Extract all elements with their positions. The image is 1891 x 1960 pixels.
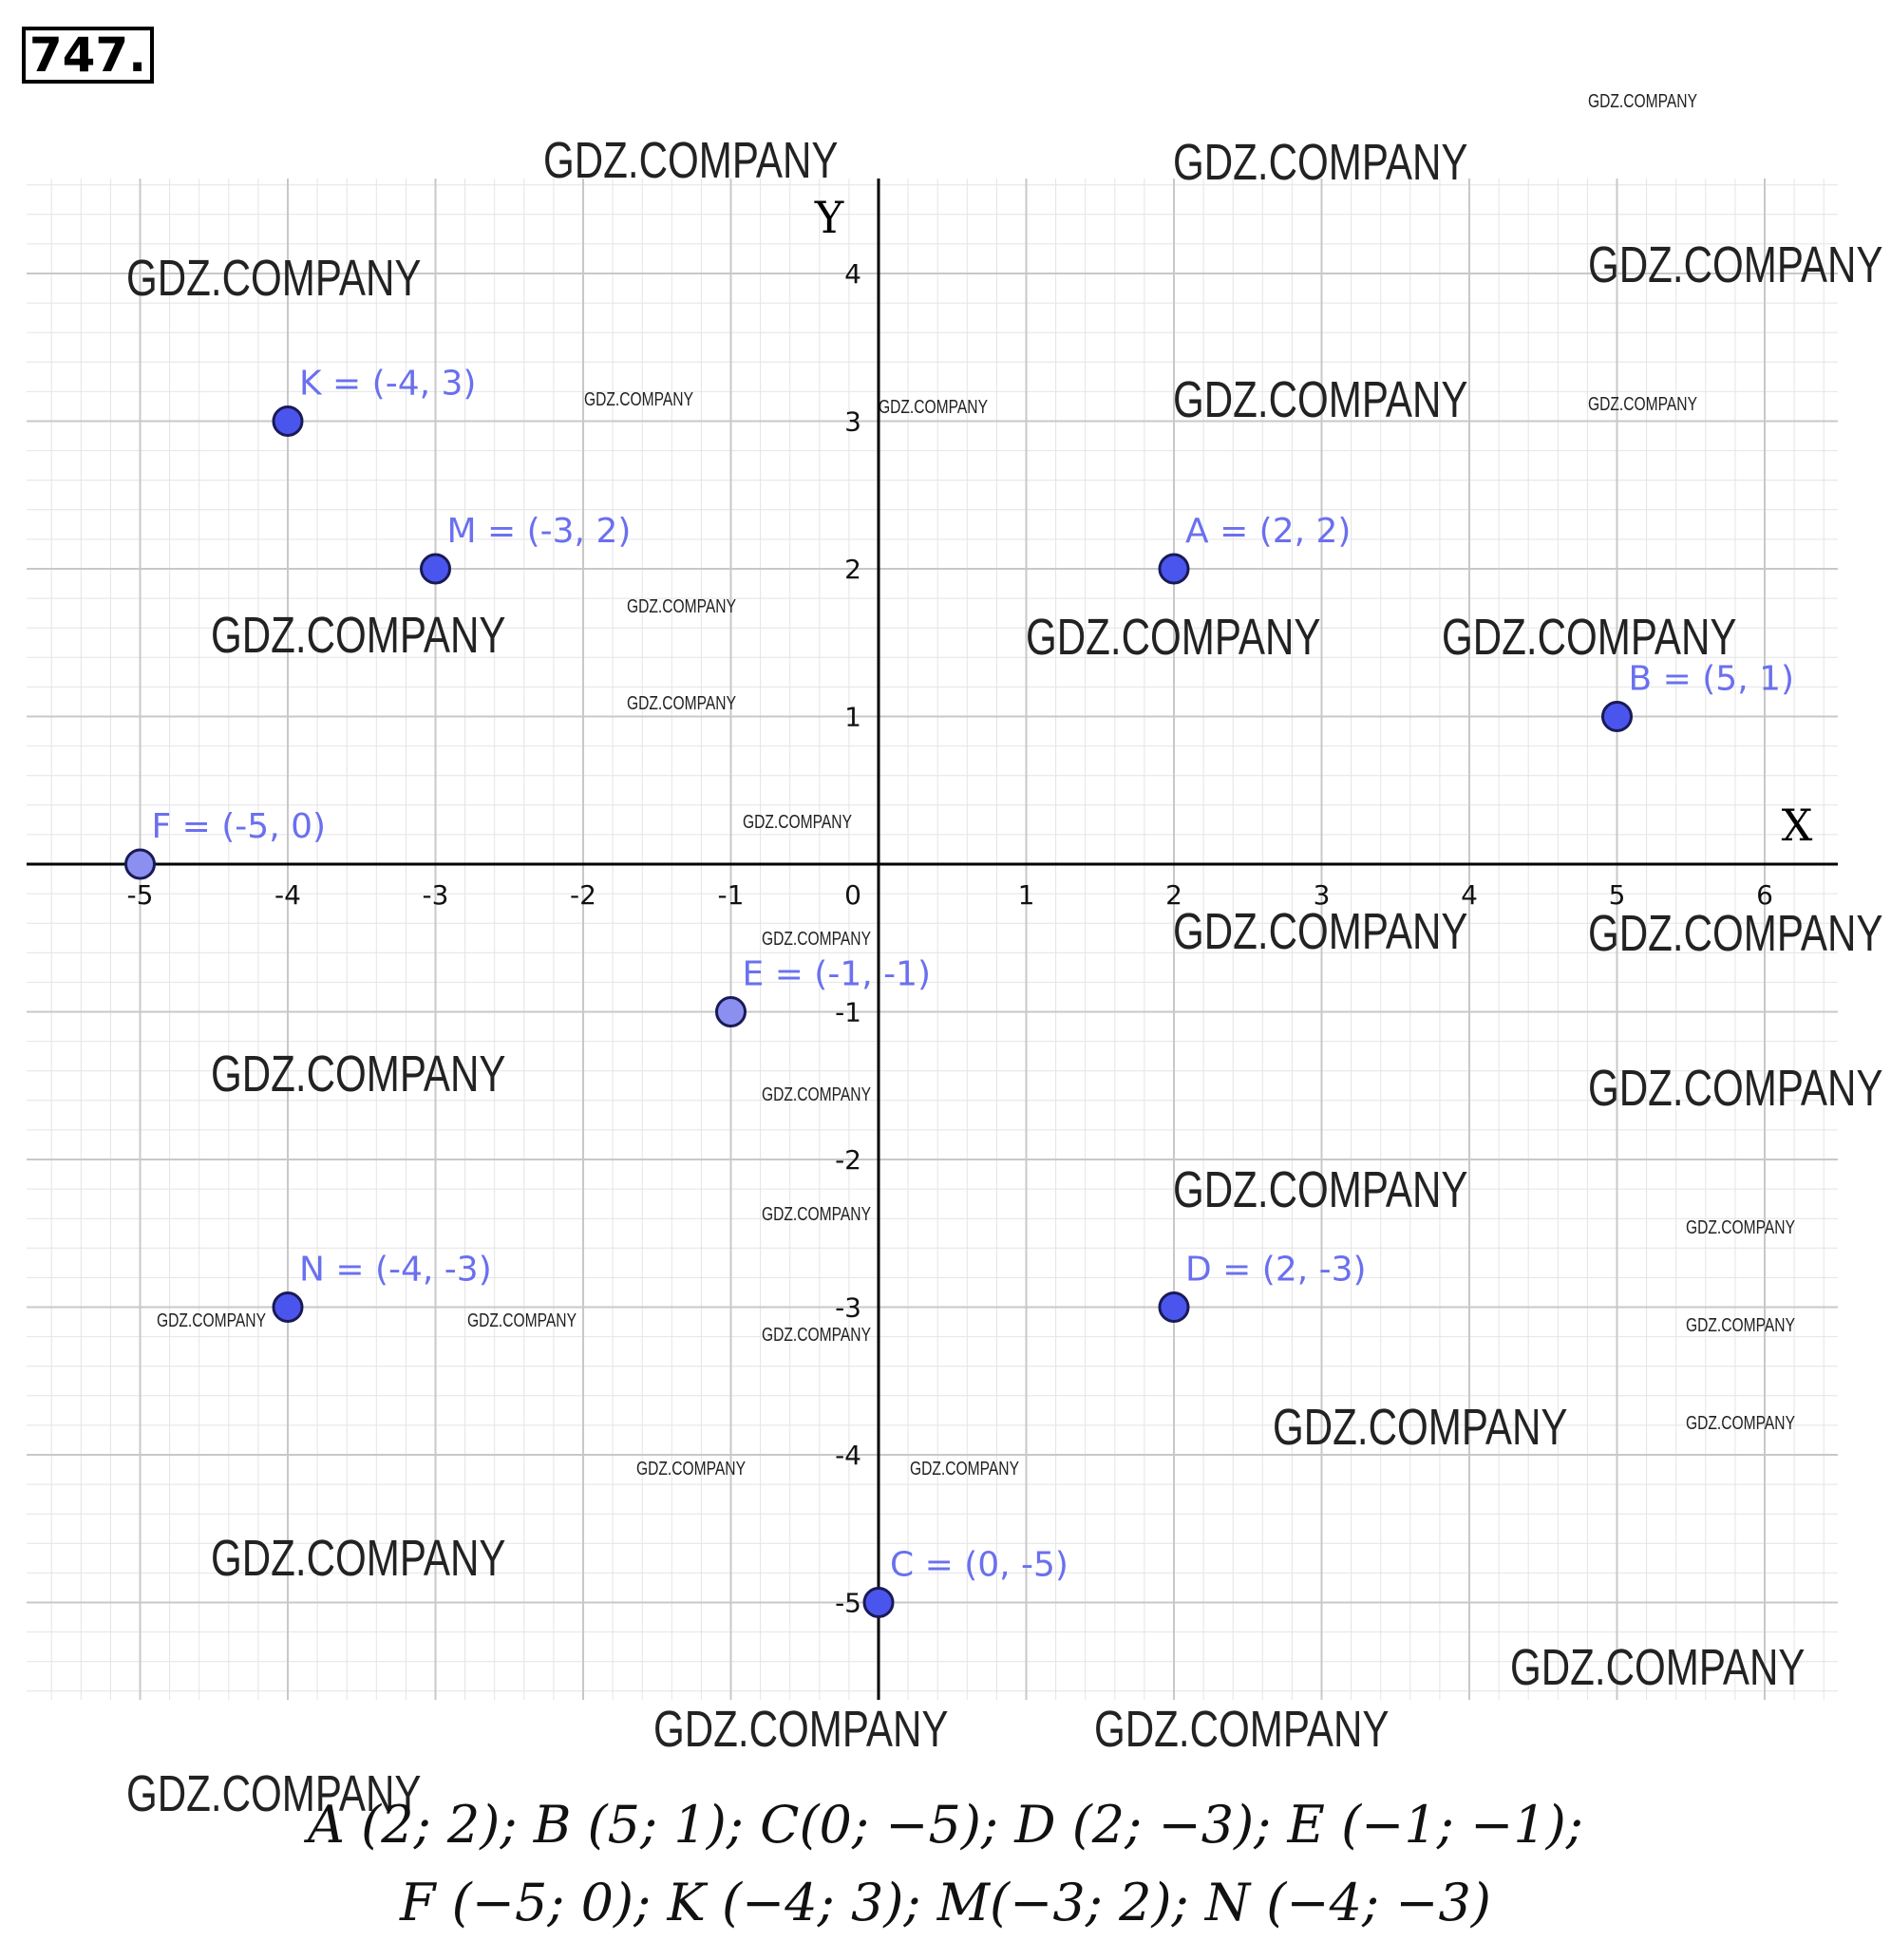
y-tick-label: -4 (835, 1440, 861, 1471)
watermark-text: GDZ.COMPANY (910, 1459, 1019, 1479)
watermark-text: GDZ.COMPANY (1173, 1161, 1468, 1218)
y-tick-label: 4 (844, 258, 861, 290)
x-tick-label: -3 (422, 879, 449, 911)
y-axis-label: Y (814, 192, 844, 243)
point-m (422, 555, 450, 583)
watermark-text: GDZ.COMPANY (584, 389, 693, 410)
x-tick-label: 1 (1017, 879, 1035, 911)
point-f (126, 850, 155, 878)
watermark-text: GDZ.COMPANY (1273, 1399, 1568, 1456)
origin-label: 0 (844, 879, 861, 911)
x-tick-label: -4 (274, 879, 301, 911)
x-tick-label: 2 (1165, 879, 1182, 911)
y-tick-label: 3 (844, 405, 861, 438)
watermark-text: GDZ.COMPANY (1588, 91, 1697, 112)
point-label-m: M = (-3, 2) (446, 512, 632, 551)
answer-line-2: F (−5; 0); K (−4; 3); M(−3; 2); N (−4; −3) (400, 1873, 1491, 1932)
y-tick-label: 1 (844, 701, 861, 733)
point-label-k: K = (-4, 3) (299, 364, 477, 404)
watermark-text: GDZ.COMPANY (762, 1204, 871, 1225)
watermark-text: GDZ.COMPANY (636, 1459, 746, 1479)
y-tick-label: -5 (835, 1587, 861, 1619)
point-label-d: D = (2, -3) (1185, 1250, 1367, 1290)
watermark-text: GDZ.COMPANY (743, 812, 852, 833)
point-e (717, 998, 746, 1027)
watermark-text: GDZ.COMPANY (1173, 903, 1468, 960)
watermark-text: GDZ.COMPANY (543, 132, 839, 189)
watermark-text: GDZ.COMPANY (467, 1310, 577, 1331)
x-tick-label: -2 (570, 879, 596, 911)
y-tick-label: -3 (835, 1291, 861, 1324)
watermark-text: GDZ.COMPANY (762, 929, 871, 950)
x-tick-label: 6 (1756, 879, 1773, 911)
point-k (274, 407, 302, 436)
watermark-text: GDZ.COMPANY (211, 1046, 506, 1102)
x-tick-label: 3 (1313, 879, 1331, 911)
y-tick-label: 2 (844, 554, 861, 585)
watermark-text: GDZ.COMPANY (211, 607, 506, 664)
x-tick-label: 5 (1608, 879, 1626, 911)
point-d (1160, 1293, 1188, 1322)
watermark-text: GDZ.COMPANY (157, 1310, 266, 1331)
point-n (274, 1293, 302, 1322)
watermark-text: GDZ.COMPANY (126, 250, 422, 307)
x-tick-label: -5 (126, 879, 154, 911)
watermark-text: GDZ.COMPANY (1173, 134, 1468, 191)
watermark-text: GDZ.COMPANY (879, 397, 988, 418)
watermark-text: GDZ.COMPANY (1686, 1413, 1795, 1434)
watermark-text: GDZ.COMPANY (762, 1325, 871, 1346)
point-label-b: B = (5, 1) (1628, 659, 1795, 699)
y-tick-label: -2 (835, 1144, 861, 1176)
watermark-text: GDZ.COMPANY (1510, 1639, 1806, 1696)
problem-number: 747. (22, 27, 154, 84)
watermark-text: GDZ.COMPANY (211, 1530, 506, 1587)
x-axis-label: X (1781, 800, 1813, 851)
watermark-text: GDZ.COMPANY (1588, 394, 1697, 415)
watermark-text: GDZ.COMPANY (1588, 905, 1883, 962)
point-label-e: E = (-1, -1) (742, 954, 932, 994)
x-tick-label: -1 (717, 879, 745, 911)
y-tick-label: -1 (835, 996, 861, 1028)
watermark-text: GDZ.COMPANY (762, 1084, 871, 1105)
watermark-text: GDZ.COMPANY (1686, 1217, 1795, 1238)
x-tick-label: 4 (1461, 879, 1478, 911)
watermark-text: GDZ.COMPANY (1026, 609, 1321, 666)
watermark-text: GDZ.COMPANY (627, 693, 736, 714)
point-a (1160, 555, 1188, 583)
watermark-text: GDZ.COMPANY (653, 1701, 949, 1758)
watermark-text: GDZ.COMPANY (1173, 371, 1468, 428)
watermark-text: GDZ.COMPANY (1094, 1701, 1390, 1758)
point-label-n: N = (-4, -3) (299, 1250, 492, 1290)
point-label-c: C = (0, -5) (890, 1545, 1068, 1585)
watermark-text: GDZ.COMPANY (1686, 1315, 1795, 1336)
watermark-text: GDZ.COMPANY (1588, 1060, 1883, 1117)
answer-line-1: A (2; 2); B (5; 1); C(0; −5); D (2; −3); E (−1; −1); (307, 1795, 1583, 1855)
watermark-text: GDZ.COMPANY (627, 596, 736, 617)
point-c (864, 1589, 893, 1617)
watermark-text: GDZ.COMPANY (1442, 609, 1737, 666)
point-label-f: F = (-5, 0) (151, 807, 327, 846)
point-b (1603, 703, 1632, 731)
watermark-text: GDZ.COMPANY (1588, 236, 1883, 293)
point-label-a: A = (2, 2) (1185, 512, 1352, 551)
watermark-text: GDZ.COMPANY (126, 1765, 422, 1822)
